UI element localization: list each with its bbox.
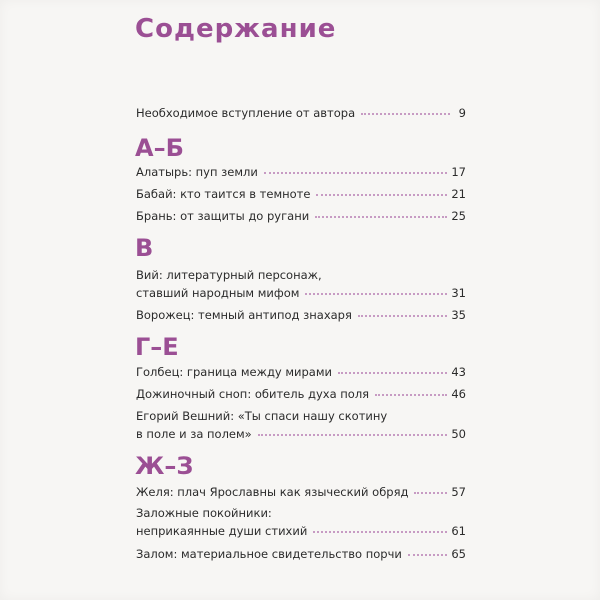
leader-dots xyxy=(414,491,447,494)
toc-entry xyxy=(136,266,466,302)
toc-entry xyxy=(136,504,466,540)
leader-dots xyxy=(313,530,447,533)
entry-page: 61 xyxy=(451,524,466,538)
entry-page: 31 xyxy=(451,286,466,300)
entry-page: 17 xyxy=(451,165,466,179)
entry-text: Ворожец: темный антипод знахаря xyxy=(136,308,352,322)
leader-dots xyxy=(315,215,447,218)
entry-page: 46 xyxy=(451,387,466,401)
entry-page: 25 xyxy=(451,209,466,223)
entry-text: неприкаянные души стихий xyxy=(136,524,308,538)
toc-entry xyxy=(136,385,466,403)
section-heading-v: В xyxy=(135,234,154,262)
entry-page: 21 xyxy=(451,187,466,201)
section-heading-g-e: Г–Е xyxy=(135,333,179,361)
leader-dots xyxy=(316,193,447,196)
leader-dots xyxy=(358,314,447,317)
toc-entry xyxy=(136,306,466,324)
toc-entry xyxy=(136,483,466,501)
entry-text: Бабай: кто таится в темноте xyxy=(136,187,311,201)
entry-text-line1: Егорий Вешний: «Ты спаси нашу скотину xyxy=(136,409,388,423)
toc-entry-intro xyxy=(136,104,466,122)
toc-entry xyxy=(136,185,466,203)
leader-dots xyxy=(258,433,448,436)
toc-entry xyxy=(136,207,466,225)
entry-text-line1: Вий: литературный персонаж, xyxy=(136,268,322,282)
entry-page: 43 xyxy=(451,365,466,379)
leader-dots xyxy=(264,171,448,174)
toc-entry xyxy=(136,407,466,443)
entry-text: в поле и за полем» xyxy=(136,427,252,441)
entry-text: Желя: плач Ярославны как языческий обряд xyxy=(136,485,409,499)
toc-entry xyxy=(136,363,466,381)
leader-dots xyxy=(361,112,450,115)
section-heading-zh-z: Ж–З xyxy=(135,452,194,480)
entry-text: Необходимое вступление от автора xyxy=(136,106,356,120)
section-heading-a-b: А–Б xyxy=(135,134,184,162)
entry-page: 50 xyxy=(451,427,466,441)
entry-page: 57 xyxy=(451,485,466,499)
leader-dots xyxy=(338,371,447,374)
toc-entry xyxy=(136,163,466,181)
leader-dots xyxy=(375,393,447,396)
entry-page: 35 xyxy=(451,308,466,322)
entry-text: Дожиночный сноп: обитель духа поля xyxy=(136,387,370,401)
entry-page: 65 xyxy=(451,547,466,561)
entry-text-line1: Заложные покойники: xyxy=(136,506,272,520)
entry-text: Брань: от защиты до ругани xyxy=(136,209,310,223)
entry-page: 9 xyxy=(458,106,466,120)
leader-dots xyxy=(408,553,448,556)
toc-title: Содержание xyxy=(135,14,337,44)
leader-dots xyxy=(305,292,447,295)
entry-text: Залом: материальное свидетельство порчи xyxy=(136,547,402,561)
entry-text: Голбец: граница между мирами xyxy=(136,365,333,379)
entry-text: ставший народным мифом xyxy=(136,286,300,300)
entry-text: Алатырь: пуп земли xyxy=(136,165,258,179)
toc-entry xyxy=(136,545,466,563)
